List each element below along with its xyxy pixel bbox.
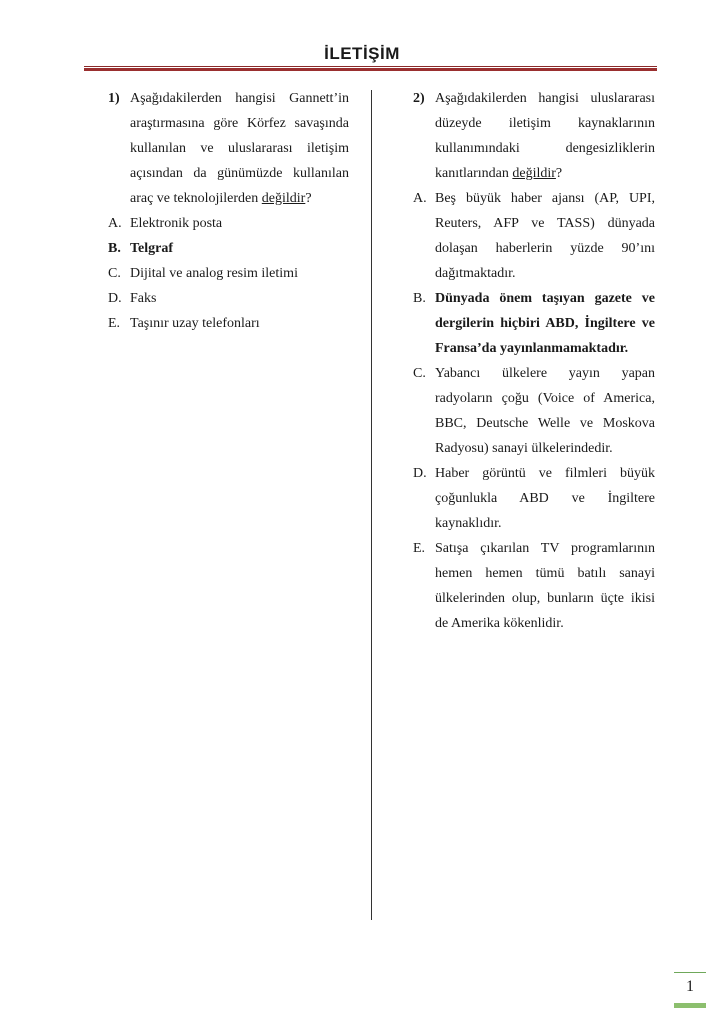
option-letter: D. (413, 466, 427, 481)
option-text: Dünyada önem taşıyan gazete ve dergilerin hiçbiri ABD, İngiltere ve Fransa’da yayınlanmamaktadır. (435, 291, 655, 356)
option-letter: B. (413, 291, 426, 306)
stem-text: Aşağıdakilerden hangisi Gannett’in araştırmasına göre Körfez savaşında kullanılan ve uluslararası iletişim açısından da günümüzde kullanılan araç ve teknolojilerden (130, 91, 349, 206)
question-number: 1) (108, 91, 120, 106)
option-text: Telgraf (130, 241, 174, 256)
header-rule-thin (84, 66, 657, 67)
question-stem (108, 86, 349, 211)
option-text: Taşınır uzay telefonları (130, 316, 260, 331)
option-letter: D. (108, 291, 122, 306)
option-b-correct[interactable] (108, 236, 349, 261)
option-text: Elektronik posta (130, 216, 223, 231)
question-stem (413, 86, 655, 186)
option-a[interactable] (108, 211, 349, 236)
option-letter: A. (108, 216, 122, 231)
question-1 (108, 86, 349, 336)
option-d[interactable] (108, 286, 349, 311)
option-c[interactable] (413, 361, 655, 461)
stem-text: Aşağıdakilerden hangisi uluslararası düzeyde iletişim kaynaklarının kullanımındaki dengesizliklerin kanıtlarından (435, 91, 655, 181)
option-text: Satışa çıkarılan TV programlarının hemen hemen tümü batılı sanayi ülkelerinden olup, bunların üçte ikisi de Amerika kökenlidir. (435, 541, 655, 631)
option-text: Haber görüntü ve filmleri büyük çoğunlukla ABD ve İngiltere kaynaklıdır. (435, 466, 655, 531)
header-rule-thick (84, 68, 657, 71)
column-divider (371, 90, 372, 920)
option-text: Dijital ve analog resim iletimi (130, 266, 298, 281)
option-text: Yabancı ülkelere yayın yapan radyoların çoğu (Voice of America, BBC, Deutsche Welle ve Moskova Radyosu) sanayi ülkelerindedir. (435, 366, 655, 456)
option-text: Faks (130, 291, 157, 306)
option-e[interactable] (413, 536, 655, 636)
option-letter: C. (413, 366, 426, 381)
option-b-correct[interactable] (413, 286, 655, 361)
option-letter: A. (413, 191, 427, 206)
option-letter: E. (413, 541, 426, 556)
question-2 (413, 86, 655, 636)
page-number-rule-top (674, 972, 706, 973)
stem-end: ? (555, 166, 563, 181)
option-letter: C. (108, 266, 121, 281)
option-c[interactable] (108, 261, 349, 286)
stem-underlined: değildir (512, 166, 556, 181)
option-letter: E. (108, 316, 121, 331)
option-text: Beş büyük haber ajansı (AP, UPI, Reuters, AFP ve TASS) dünyada dolaşan haberlerin yüzde 90’ını dağıtmaktadır. (435, 191, 655, 281)
page-title: İLETİŞİM (324, 44, 400, 63)
option-e[interactable] (108, 311, 349, 336)
option-d[interactable] (413, 461, 655, 536)
question-number: 2) (413, 91, 425, 106)
page-number: 1 (686, 978, 694, 995)
stem-underlined: değildir (261, 191, 306, 206)
option-a[interactable] (413, 186, 655, 286)
stem-end: ? (305, 191, 312, 206)
page-number-rule-bottom (674, 1003, 706, 1008)
option-letter: B. (108, 241, 121, 256)
